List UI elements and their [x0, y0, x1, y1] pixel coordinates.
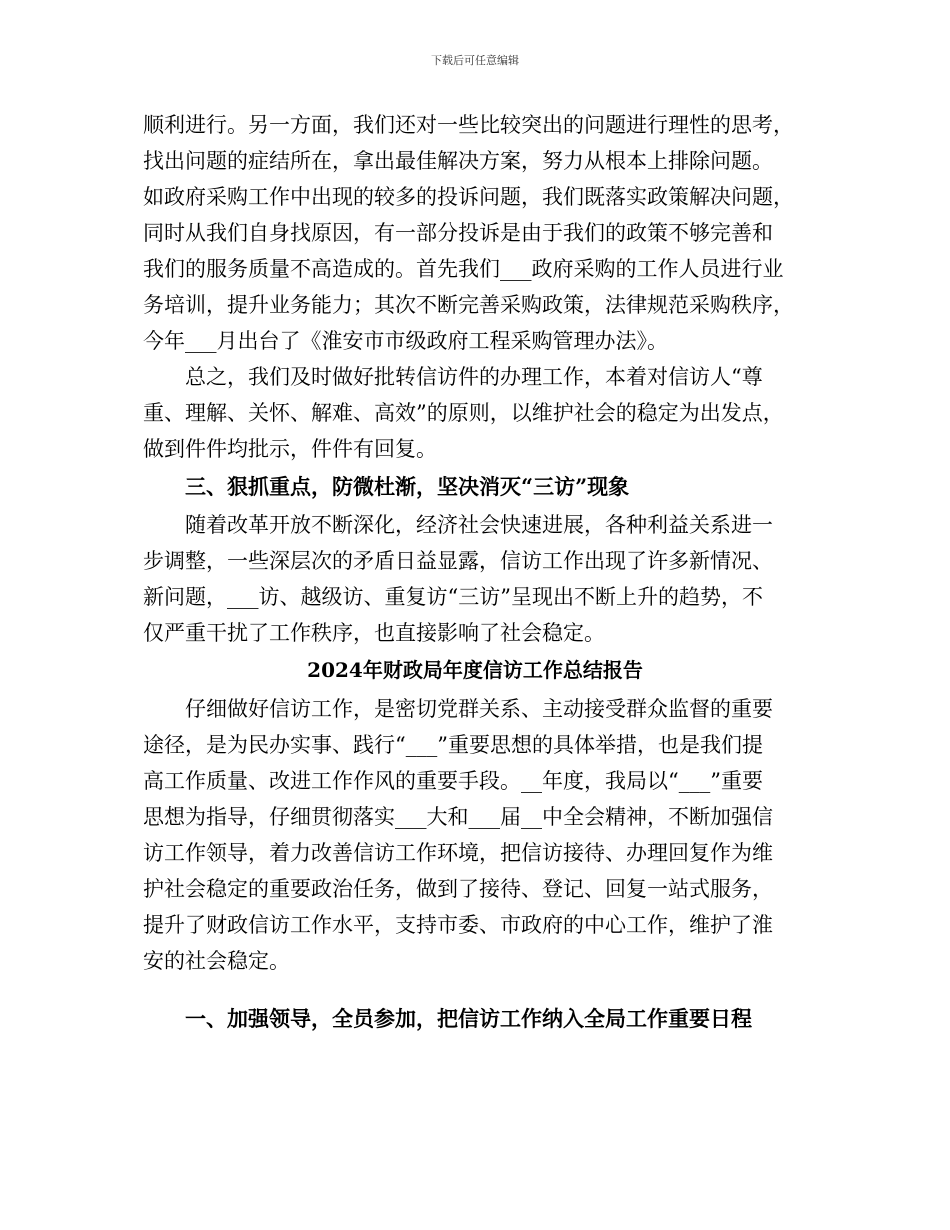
paragraph-line: 总之，我们及时做好批转信访件的办理工作，本着对信访人“尊	[185, 365, 763, 389]
paragraph-line: 访工作领导，着力改善信访工作环境，把信访接待、办理回复作为维	[143, 841, 773, 865]
paragraph-line: 高工作质量、改进工作作风的重要手段。__年度，我局以“___”重要	[143, 769, 763, 793]
paragraph-line: 思想为指导，仔细贯彻落实___大和___届__中全会精神，不断加强信	[143, 805, 773, 829]
paragraph-line: 我们的服务质量不高造成的。首先我们___政府采购的工作人员进行业	[143, 257, 784, 281]
paragraph-line: 重、理解、关怀、解难、高效”的原则，以维护社会的稳定为出发点，	[143, 401, 784, 425]
paragraph-line: 仔细做好信访工作，是密切党群关系、主动接受群众监督的重要	[185, 697, 773, 721]
paragraph-line: 护社会稳定的重要政治任务，做到了接待、登记、回复一站式服务，	[143, 877, 773, 901]
paragraph-line: 今年___月出台了《淮安市市级政府工程采购管理办法》。	[143, 329, 668, 353]
paragraph-line: 同时从我们自身找原因，有一部分投诉是由于我们的政策不够完善和	[143, 221, 773, 245]
section-heading: 一、加强领导，全员参加，把信访工作纳入全局工作重要日程	[185, 1006, 752, 1031]
paragraph-line: 步调整，一些深层次的矛盾日益显露，信访工作出现了许多新情况、	[143, 549, 773, 573]
section-heading: 三、狠抓重点，防微杜渐，坚决消灭“三访”现象	[185, 474, 630, 499]
document-title: 2024年财政局年度信访工作总结报告	[307, 658, 643, 682]
page-header: 下载后可任意编辑	[431, 54, 519, 67]
paragraph-line: 新问题，___访、越级访、重复访“三访”呈现出不断上升的趋势，不	[143, 585, 763, 609]
paragraph-line: 做到件件均批示，件件有回复。	[143, 437, 437, 461]
paragraph-line: 安的社会稳定。	[143, 949, 290, 973]
paragraph-line: 途径，是为民办实事、践行“___”重要思想的具体举措，也是我们提	[143, 733, 763, 757]
paragraph-line: 找出问题的症结所在，拿出最佳解决方案，努力从根本上排除问题。	[143, 149, 773, 173]
paragraph-line: 务培训，提升业务能力；其次不断完善采购政策，法律规范采购秩序，	[143, 293, 794, 317]
paragraph-line: 仅严重干扰了工作秩序，也直接影响了社会稳定。	[143, 621, 605, 645]
paragraph-line: 如政府采购工作中出现的较多的投诉问题，我们既落实政策解决问题，	[143, 185, 794, 209]
paragraph-line: 顺利进行。另一方面，我们还对一些比较突出的问题进行理性的思考，	[143, 113, 794, 137]
paragraph-line: 提升了财政信访工作水平，支持市委、市政府的中心工作，维护了淮	[143, 913, 773, 937]
paragraph-line: 随着改革开放不断深化，经济社会快速进展，各种利益关系进一	[185, 513, 773, 537]
